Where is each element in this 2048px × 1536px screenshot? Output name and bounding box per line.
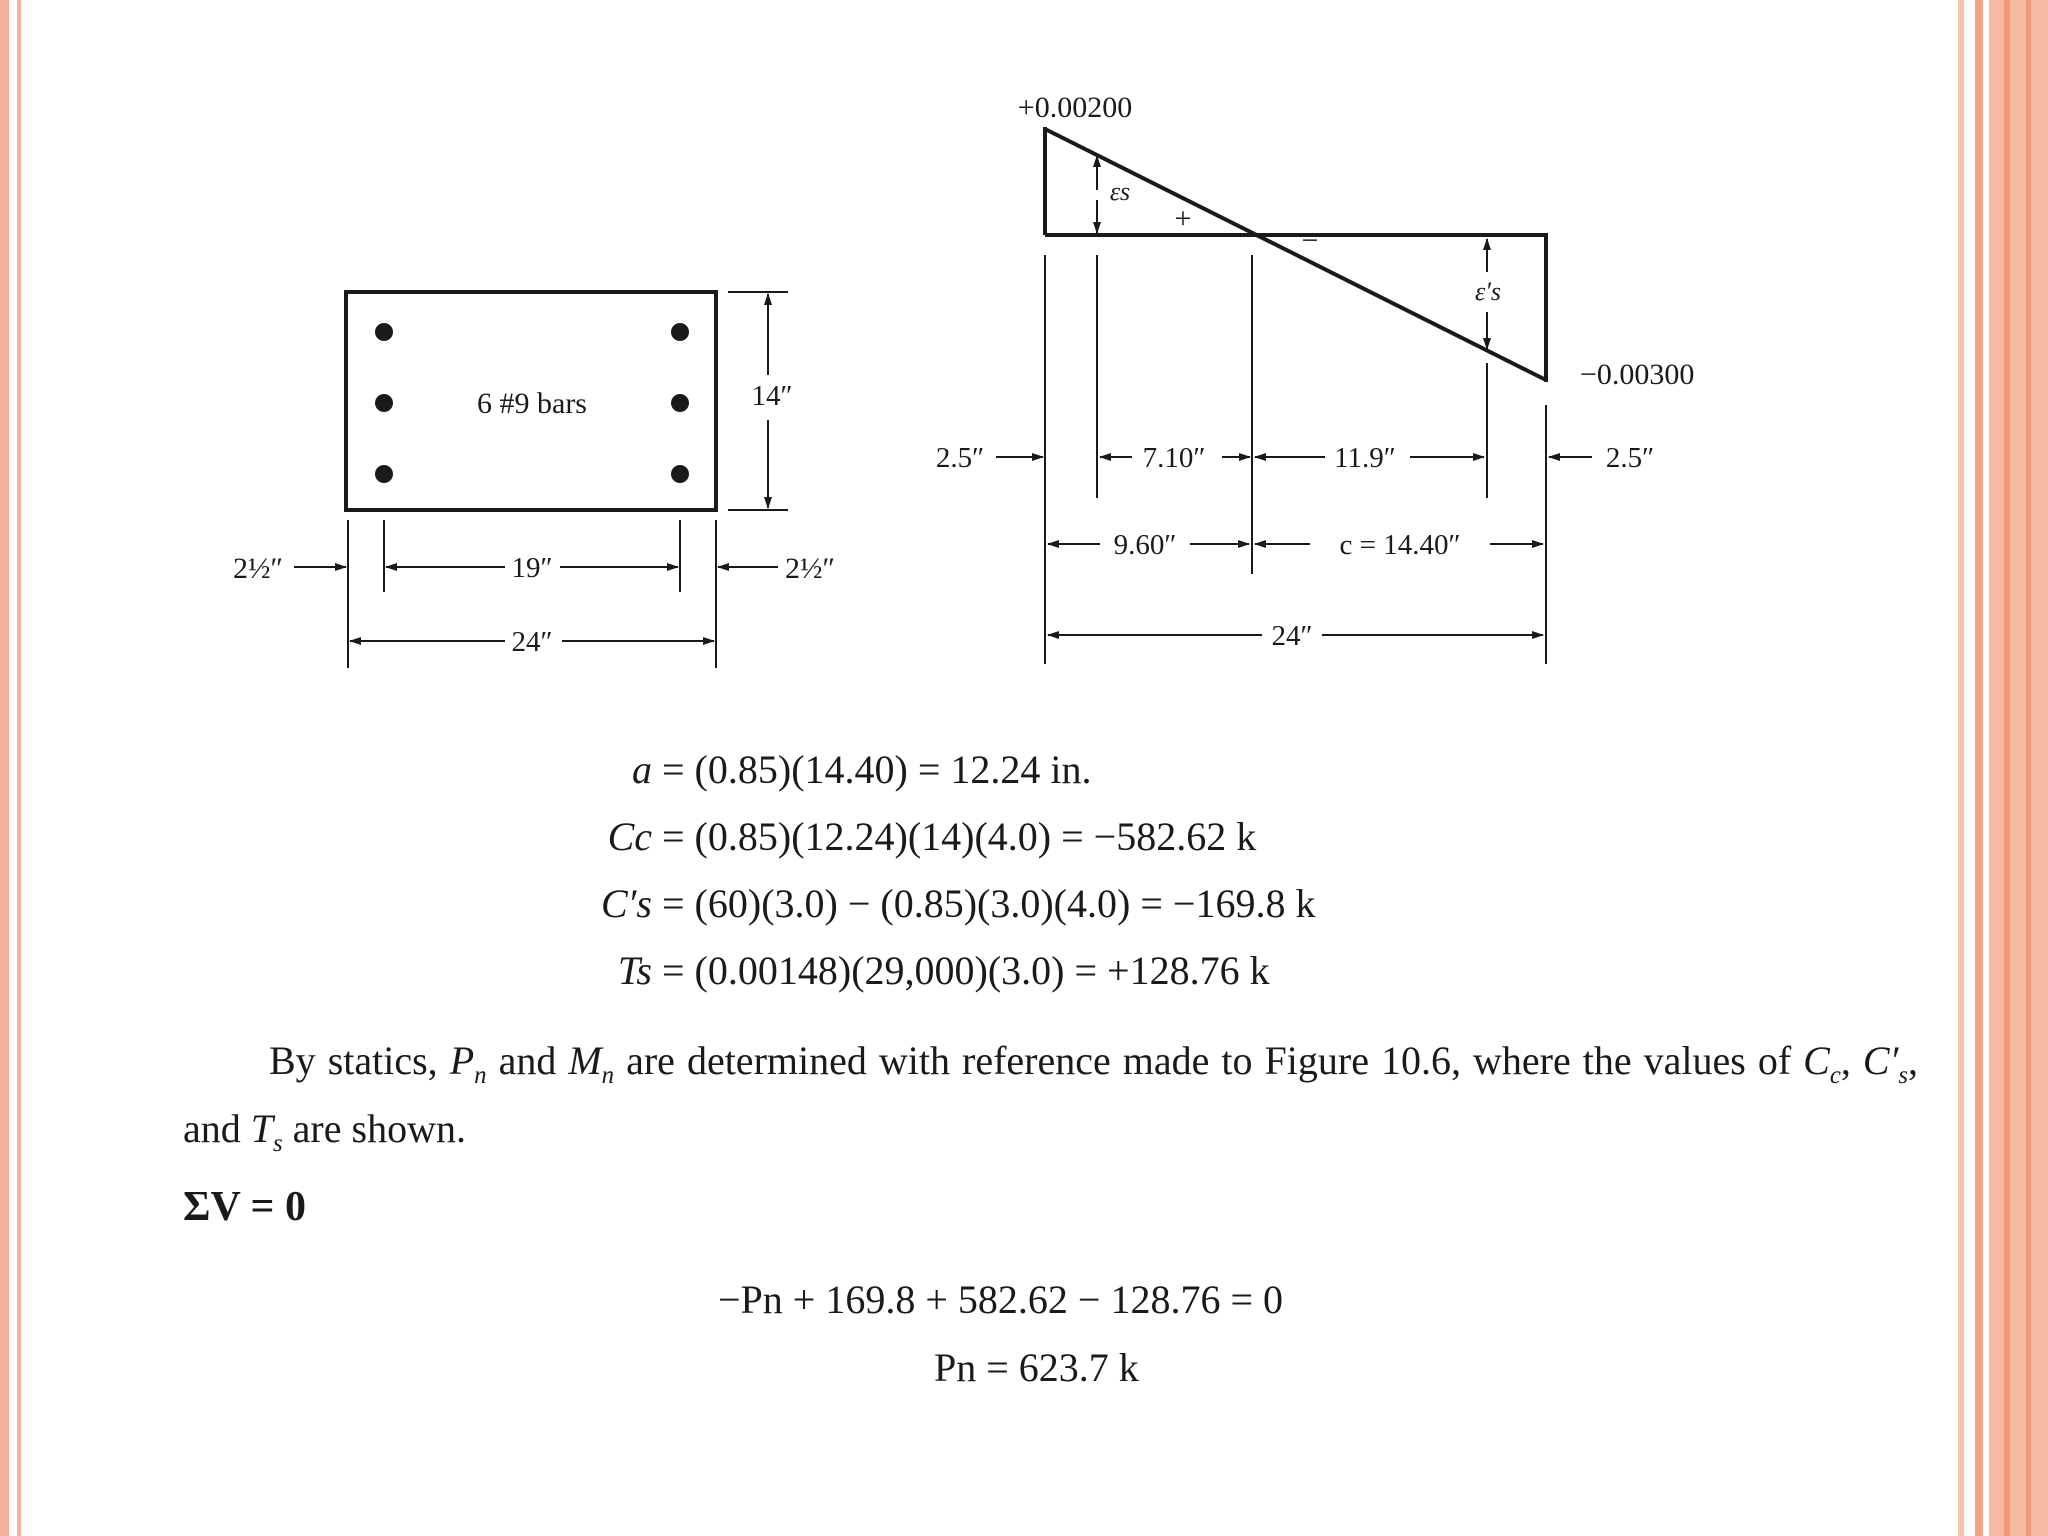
equation-lhs: Cc (607, 814, 652, 859)
equation-lhs: a (632, 747, 652, 792)
strain-line (1045, 129, 1546, 380)
inner-width-label: 19″ (511, 552, 553, 584)
figure-svg (0, 0, 2048, 700)
paragraph-text: and (486, 1038, 569, 1083)
equation-rhs: = (60)(3.0) − (0.85)(3.0)(4.0) = −169.8 k (662, 881, 1316, 926)
paragraph-text: , and (183, 1038, 1918, 1151)
equation-lhs: Ts (617, 948, 652, 993)
symbol-ts: $T_s$ (250, 1106, 283, 1157)
equation-rhs: = (0.00148)(29,000)(3.0) = +128.76 k (662, 948, 1270, 993)
figure (0, 0, 2048, 700)
strain-diagram (936, 91, 1695, 664)
dim-c: c = 14.40″ (1339, 529, 1461, 561)
paragraph-text: , (1840, 1038, 1863, 1083)
symbol-cs-prime: $C'_s$ (1862, 1038, 1908, 1089)
height-label: 14″ (751, 380, 793, 412)
rebar-dot (375, 394, 393, 412)
paragraph-text: are shown. (282, 1106, 466, 1151)
cover-left-label: 2½″ (233, 552, 283, 585)
dim-9-60: 9.60″ (1113, 529, 1177, 561)
rebar-dot (375, 465, 393, 483)
equation-lhs: C′s (601, 881, 652, 926)
equation-cc (580, 813, 1256, 860)
rebar-dot (375, 323, 393, 341)
top-strain-label: +0.00200 (1017, 91, 1133, 124)
paragraph-text: are determined with reference made to Figure 10.6, where the values of (614, 1038, 1804, 1083)
rebar-dot (671, 394, 689, 412)
dim-left-cover: 2.5″ (935, 442, 985, 474)
equation-ts (580, 947, 1270, 994)
body-paragraph (183, 1034, 1918, 1170)
equation-cs-prime (580, 880, 1315, 927)
symbol-pn: $P_n$ (449, 1038, 487, 1089)
equation-force-balance: −Pn + 169.8 + 582.62 − 128.76 = 0 (718, 1277, 1284, 1322)
equation-rhs: = (0.85)(12.24)(14)(4.0) = −582.62 k (662, 814, 1257, 859)
dim-11-9: 11.9″ (1334, 442, 1396, 474)
equation-pn-result: Pn = 623.7 k (934, 1345, 1139, 1390)
cover-right-label: 2½″ (785, 552, 835, 585)
eps-s-label: εs (1109, 177, 1131, 206)
cross-section (233, 292, 835, 668)
bottom-strain-label: −0.00300 (1580, 358, 1695, 391)
symbol-mn: $M_n$ (568, 1038, 615, 1089)
equation-rhs: = (0.85)(14.40) = 12.24 in. (662, 747, 1092, 792)
paragraph-text: By statics, (269, 1038, 450, 1083)
equation-a (580, 746, 1092, 793)
eps-s-prime-label: ε′s (1474, 277, 1502, 306)
dim-7-10: 7.10″ (1142, 442, 1206, 474)
bars-label: 6 #9 bars (477, 387, 587, 420)
rebar-dot (671, 323, 689, 341)
dim-right-cover: 2.5″ (1605, 442, 1655, 474)
total-width-label: 24″ (511, 626, 553, 658)
plus-sign: + (1174, 202, 1192, 235)
symbol-cc: $C_c$ (1803, 1038, 1841, 1089)
rebar-dot (671, 465, 689, 483)
sum-v-heading: ΣV = 0 (183, 1184, 306, 1230)
dim-total: 24″ (1271, 620, 1313, 652)
minus-sign: − (1301, 224, 1319, 257)
